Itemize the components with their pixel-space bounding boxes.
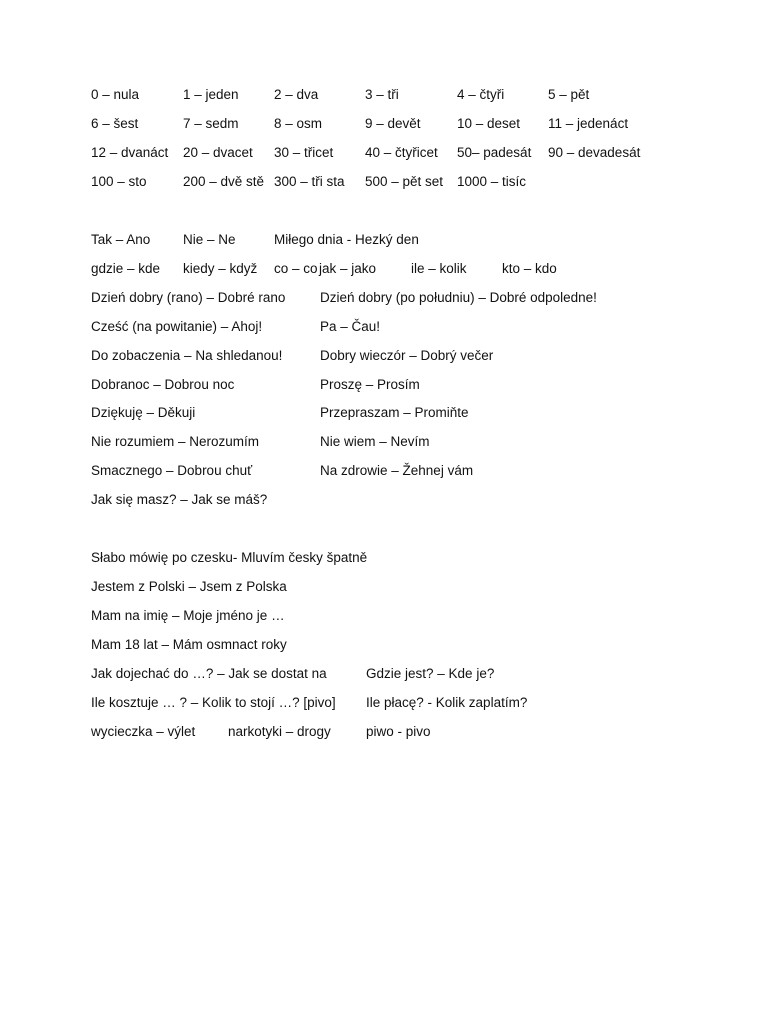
phrase-row: [0, 432, 768, 452]
word-entry: ile – kolik: [411, 261, 467, 276]
number-entry: 200 – dvě stě: [183, 174, 265, 189]
numbers-row: [0, 143, 768, 163]
word-entry: Nie – Ne: [183, 232, 236, 247]
word-entry: Tak – Ano: [91, 232, 151, 247]
travel-line: [0, 693, 768, 713]
phrase-entry: Nie rozumiem – Nerozumím: [91, 434, 260, 449]
phrase-entry: Nie wiem – Nevím: [320, 434, 430, 449]
phrase-row: [0, 317, 768, 337]
phrase-entry: Dzień dobry (rano) – Dobré rano: [91, 290, 286, 305]
travel-line: [0, 635, 768, 655]
numbers-row: [0, 114, 768, 134]
phrase-entry: Słabo mówię po czesku- Mluvím česky špatně: [91, 550, 368, 565]
word-entry: co – co: [274, 261, 318, 276]
phrase-entry: piwo - pivo: [366, 724, 431, 739]
number-entry: 6 – šest: [91, 116, 139, 131]
word-entry: kto – kdo: [502, 261, 557, 276]
phrase-entry: Mam 18 lat – Mám osmnact roky: [91, 637, 287, 652]
phrase-entry: Jestem z Polski – Jsem z Polska: [91, 579, 287, 594]
word-entry: jak – jako: [319, 261, 377, 276]
number-entry: 50– padesát: [457, 145, 532, 160]
word-entry: Miłego dnia - Hezký den: [274, 232, 419, 247]
phrase-row: [0, 461, 768, 481]
number-entry: 4 – čtyři: [457, 87, 505, 102]
phrase-entry: Dobry wieczór – Dobrý večer: [320, 348, 494, 363]
phrase-entry: Jak dojechać do …? – Jak se dostat na: [91, 666, 327, 681]
travel-line: [0, 577, 768, 597]
number-entry: 11 – jedenáct: [548, 116, 629, 131]
phrase-entry: Pa – Čau!: [320, 319, 381, 334]
phrase-row: [0, 375, 768, 395]
number-entry: 5 – pět: [548, 87, 590, 102]
number-entry: 1 – jeden: [183, 87, 239, 102]
number-entry: 100 – sto: [91, 174, 147, 189]
number-entry: 0 – nula: [91, 87, 140, 102]
phrase-entry: Dobranoc – Dobrou noc: [91, 377, 235, 392]
number-entry: 90 – devadesát: [548, 145, 641, 160]
travel-line: [0, 722, 768, 742]
phrase-entry: Dziękuję – Děkuji: [91, 405, 196, 420]
number-entry: 40 – čtyřicet: [365, 145, 438, 160]
phrase-entry: Gdzie jest? – Kde je?: [366, 666, 495, 681]
basics-row: [0, 259, 768, 279]
phrase-entry: Przepraszam – Promiňte: [320, 405, 469, 420]
phrase-entry: Na zdrowie – Žehnej vám: [320, 463, 474, 478]
phrase-row: [0, 403, 768, 423]
number-entry: 1000 – tisíc: [457, 174, 527, 189]
number-entry: 30 – třicet: [274, 145, 334, 160]
phrase-entry: Do zobaczenia – Na shledanou!: [91, 348, 283, 363]
numbers-row: [0, 85, 768, 105]
phrase-entry: Mam na imię – Moje jméno je …: [91, 608, 285, 623]
phrase-entry: Ile kosztuje … ? – Kolik to stojí …? [pivo]: [91, 695, 336, 710]
number-entry: 12 – dvanáct: [91, 145, 169, 160]
number-entry: 8 – osm: [274, 116, 323, 131]
number-entry: 300 – tři sta: [274, 174, 345, 189]
word-entry: kiedy – když: [183, 261, 258, 276]
number-entry: 500 – pět set: [365, 174, 444, 189]
phrase-entry: Smacznego – Dobrou chuť: [91, 463, 253, 478]
number-entry: 9 – devět: [365, 116, 421, 131]
phrase-row: [0, 288, 768, 308]
travel-line: [0, 606, 768, 626]
number-entry: 3 – tři: [365, 87, 399, 102]
basics-row: [0, 230, 768, 250]
phrase-entry: narkotyki – drogy: [228, 724, 331, 739]
number-entry: 7 – sedm: [183, 116, 239, 131]
phrase-entry: Cześć (na powitanie) – Ahoj!: [91, 319, 263, 334]
travel-line: [0, 548, 768, 568]
phrase-entry: Dzień dobry (po południu) – Dobré odpoledne!: [320, 290, 597, 305]
phrase-entry: wycieczka – výlet: [91, 724, 196, 739]
numbers-row: [0, 172, 768, 192]
travel-line: [0, 664, 768, 684]
phrase-entry: Jak się masz? – Jak se máš?: [91, 492, 268, 507]
number-entry: 20 – dvacet: [183, 145, 253, 160]
number-entry: 2 – dva: [274, 87, 319, 102]
phrase-row: [0, 490, 768, 510]
phrase-entry: Ile płacę? - Kolik zaplatím?: [366, 695, 528, 710]
phrase-row: [0, 346, 768, 366]
word-entry: gdzie – kde: [91, 261, 161, 276]
phrase-entry: Proszę – Prosím: [320, 377, 420, 392]
number-entry: 10 – deset: [457, 116, 521, 131]
